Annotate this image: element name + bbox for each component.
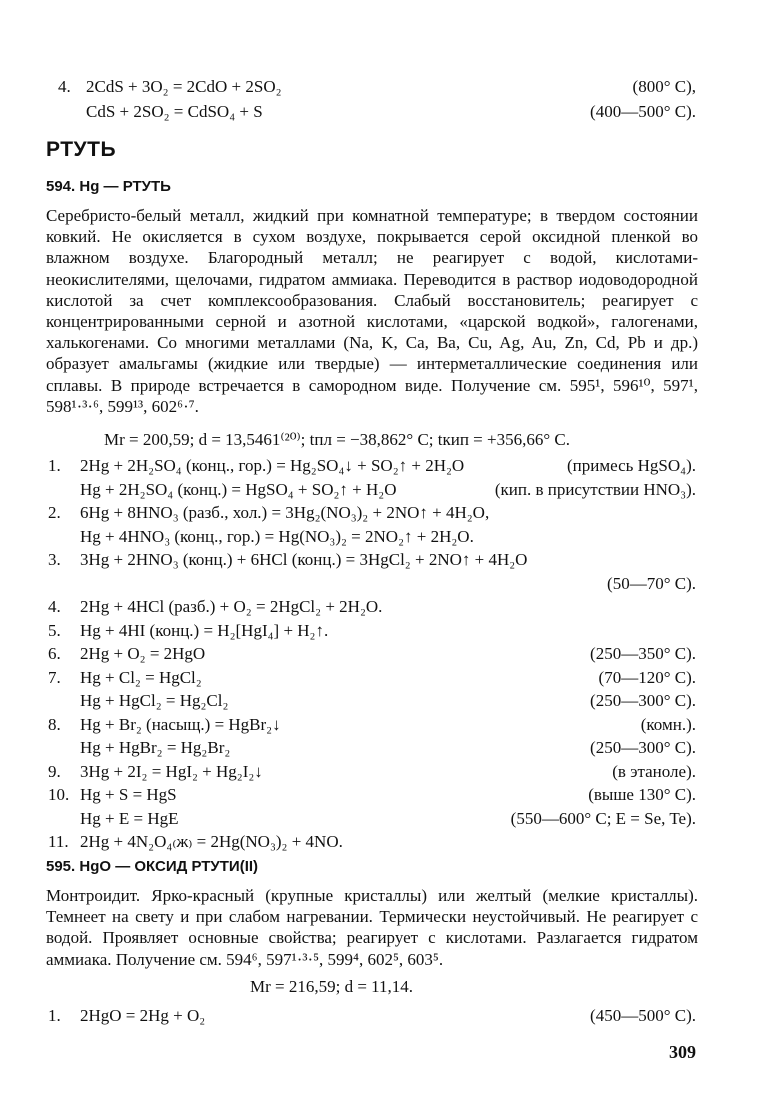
physical-constants-595: Mr = 216,59; d = 11,14.	[250, 977, 414, 996]
reaction-equation: 6Hg + 8HNO₃ (разб., хол.) = 3Hg₂(NO₃)₂ + 2NO↑ + 4H₂O,	[80, 503, 490, 522]
reaction-equation: Hg + HgCl₂ = Hg₂Cl₂	[80, 691, 229, 710]
reaction-number: 4.	[58, 77, 71, 96]
reaction-condition: (250—300° C).	[590, 691, 696, 710]
section-title: РТУТЬ	[46, 138, 117, 161]
reaction-equation: 2Hg + O₂ = 2HgO	[80, 644, 206, 663]
reaction-condition: (450—500° C).	[590, 1006, 696, 1025]
reaction-equation: 3Hg + 2HNO₃ (конц.) + 6HCl (конц.) = 3HgCl₂ + 2NO↑ + 4H₂O	[80, 550, 528, 569]
reaction-number: 7.	[48, 667, 61, 687]
reaction-number: 3.	[48, 550, 61, 569]
reaction-number: 4.	[48, 597, 61, 616]
reaction-equation: 2Hg + 4N₂O₄₍ж₎ = 2Hg(NO₃)₂ + 4NO.	[80, 832, 343, 851]
reaction-number: 1.	[48, 456, 61, 475]
reaction-number: 11.	[48, 832, 69, 851]
entry-description-594	[46, 205, 698, 417]
reaction-condition: (комн.).	[640, 714, 696, 734]
reaction-equation: 2CdS + 3O₂ = 2CdO + 2SO₂	[86, 77, 282, 96]
reaction-equation: Hg + HgBr₂ = Hg₂Br₂	[80, 738, 231, 757]
description-text: Монтроидит. Ярко-красный (крупные кристаллы) или желтый (мелкие кристаллы). Темнеет на свету и при слабом нагревании. Термически неустойчивый. Не реагирует с водой. Проявляет основные свойства; реагирует с кислотами. Разлагается гидратом аммиака. Получение см. 594⁶, 597¹·³·⁵, 599⁴, 602⁵, 603⁵.	[46, 886, 698, 969]
reaction-number: 5.	[48, 620, 61, 640]
reaction-equation: Hg + 4HI (конц.) = H₂[HgI₄] + H₂↑.	[80, 620, 329, 640]
reaction-condition: (800° C),	[632, 77, 696, 96]
page-number: 309	[669, 1042, 696, 1062]
entry-heading-594: 594. Hg — РТУТЬ	[46, 178, 171, 195]
reaction-number: 9.	[48, 761, 61, 781]
reaction-condition: (кип. в присутствии HNO₃).	[494, 479, 696, 499]
reaction-condition: (400—500° C).	[590, 102, 696, 121]
entry-heading-595: 595. HgO — ОКСИД РТУТИ(II)	[46, 858, 259, 875]
reaction-number: 8.	[48, 714, 61, 734]
reaction-equation: 2Hg + 2H₂SO₄ (конц., гор.) = Hg₂SO₄↓ + SO₂↑ + 2H₂O	[80, 456, 465, 475]
reaction-number: 10.	[48, 785, 70, 804]
reaction-equation: Hg + E = HgE	[80, 808, 179, 828]
reaction-equation: Hg + Br₂ (насыщ.) = HgBr₂↓	[80, 714, 281, 734]
reaction-equation: CdS + 2SO₂ = CdSO₄ + S	[86, 102, 263, 121]
description-text: Серебристо-белый металл, жидкий при комнатной температуре; в твердом состоянии ковкий. Не окисляется в сухом воздухе, покрывается серой оксидной пленкой во влажном воздухе. Благородный металл; не реагирует с водой, кислотами-неокислителями, щелочами, гидратом аммиака. Переводится в раствор иодоводородной кислотой за счет комплексообразования. Слабый восстановитель; реагирует с концентрированными серной и азотной кислотами, «царской водкой», галогенами, халькогенами. Со многими металлами (Na, K, Ca, Ba, Cu, Ag, Au, Zn, Cd, Pb и др.) образует амальгамы (жидкие или твердые) — интерметаллические соединения или сплавы. В природе встречается в самородном виде. Получение см. 595¹, 596¹⁰, 597¹, 598¹·³·⁶, 599¹³, 602⁶·⁷.	[46, 206, 698, 416]
reaction-equation: Hg + 2H₂SO₄ (конц.) = HgSO₄ + SO₂↑ + H₂O	[80, 479, 397, 499]
reaction-condition: (550—600° C; E = Se, Te).	[510, 808, 696, 828]
reaction-equation: Hg + Cl₂ = HgCl₂	[80, 667, 202, 687]
reaction-number: 2.	[48, 503, 61, 522]
reaction-equation: 2Hg + 4HCl (разб.) + O₂ = 2HgCl₂ + 2H₂O.	[80, 597, 383, 616]
reaction-equation: 3Hg + 2I₂ = HgI₂ + Hg₂I₂↓	[80, 761, 263, 781]
reaction-number: 1.	[48, 1006, 61, 1025]
reaction-number: 6.	[48, 644, 61, 663]
reaction-condition: (250—300° C).	[590, 738, 696, 757]
reaction-equation: 2HgO = 2Hg + O₂	[80, 1006, 206, 1025]
reaction-condition: (примесь HgSO₄).	[567, 456, 696, 475]
physical-constants-594: Mr = 200,59; d = 13,5461⁽²⁰⁾; tпл = −38,862° C; tкип = +356,66° C.	[104, 430, 570, 449]
reaction-condition: (50—70° C).	[607, 573, 696, 593]
reaction-equation: Hg + 4HNO₃ (конц., гор.) = Hg(NO₃)₂ = 2NO₂↑ + 2H₂O.	[80, 526, 474, 546]
entry-description-595	[46, 885, 698, 970]
reaction-condition: (70—120° C).	[598, 667, 696, 687]
reaction-condition: (в этаноле).	[612, 761, 696, 781]
reaction-condition: (выше 130° C).	[588, 785, 696, 804]
reaction-equation: Hg + S = HgS	[80, 785, 177, 804]
reaction-condition: (250—350° C).	[590, 644, 696, 663]
